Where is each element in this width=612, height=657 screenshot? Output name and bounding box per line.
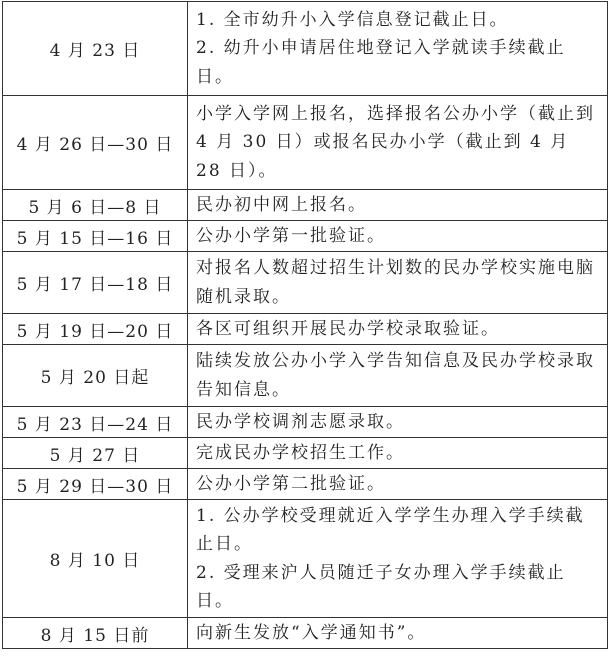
table-row [3, 314, 608, 345]
date-cell: 8 月 10 日 [3, 500, 188, 618]
table-row [3, 618, 608, 649]
description-cell [188, 407, 608, 438]
date-cell: 8 月 15 日前 [3, 618, 188, 649]
description-cell [188, 2, 608, 96]
date-cell: 5 月 17 日—18 日 [3, 252, 188, 314]
date-cell: 4 月 26 日—30 日 [3, 96, 188, 190]
description-cell [188, 252, 608, 314]
table-row [3, 2, 608, 96]
list-item: 1. 全市幼升小入学信息登记截止日。 [196, 9, 509, 30]
date-cell: 5 月 6 日—8 日 [3, 190, 188, 221]
list-item: 1. 公办学校受理就近入学学生办理入学手续截止日。 [196, 505, 585, 554]
enrollment-schedule-table [2, 1, 608, 649]
table-row [3, 252, 608, 314]
date-cell: 5 月 27 日 [3, 438, 188, 469]
list-item: 公办小学第二批验证。 [196, 473, 386, 494]
date-cell: 5 月 23 日—24 日 [3, 407, 188, 438]
table-row [3, 438, 608, 469]
table-row [3, 345, 608, 407]
description-cell [188, 438, 608, 469]
list-item: 向新生发放“入学通知书”。 [196, 622, 427, 643]
description-cell [188, 314, 608, 345]
table-row [3, 500, 608, 618]
list-item: 民办初中网上报名。 [196, 194, 367, 215]
description-cell [188, 221, 608, 252]
date-cell: 5 月 29 日—30 日 [3, 469, 188, 500]
list-item: 各区可组织开展民办学校录取验证。 [196, 318, 500, 339]
list-item: 公办小学第一批验证。 [196, 225, 386, 246]
description-cell [188, 345, 608, 407]
description-cell [188, 96, 608, 190]
list-item: 完成民办学校招生工作。 [196, 442, 405, 463]
date-cell: 5 月 15 日—16 日 [3, 221, 188, 252]
table-row [3, 96, 608, 190]
date-cell: 5 月 20 日起 [3, 345, 188, 407]
table-row [3, 221, 608, 252]
description-cell [188, 500, 608, 618]
date-cell: 4 月 23 日 [3, 2, 188, 96]
list-item: 民办学校调剂志愿录取。 [196, 411, 405, 432]
list-item: 小学入学网上报名，选择报名公办小学（截止到 4 月 30 日）或报名民办小学（截止到 4 月 28 日）。 [196, 103, 595, 181]
table-row [3, 190, 608, 221]
list-item: 2. 幼升小申请居住地登记入学就读手续截止日。 [196, 38, 566, 87]
list-item: 2. 受理来沪人员随迁子女办理入学手续截止日。 [196, 562, 566, 611]
table-row [3, 407, 608, 438]
description-cell [188, 190, 608, 221]
date-cell: 5 月 19 日—20 日 [3, 314, 188, 345]
description-cell [188, 618, 608, 649]
table-row [3, 469, 608, 500]
description-cell [188, 469, 608, 500]
list-item: 对报名人数超过招生计划数的民办学校实施电脑随机录取。 [196, 258, 595, 307]
list-item: 陆续发放公办小学入学告知信息及民办学校录取告知信息。 [196, 351, 595, 400]
